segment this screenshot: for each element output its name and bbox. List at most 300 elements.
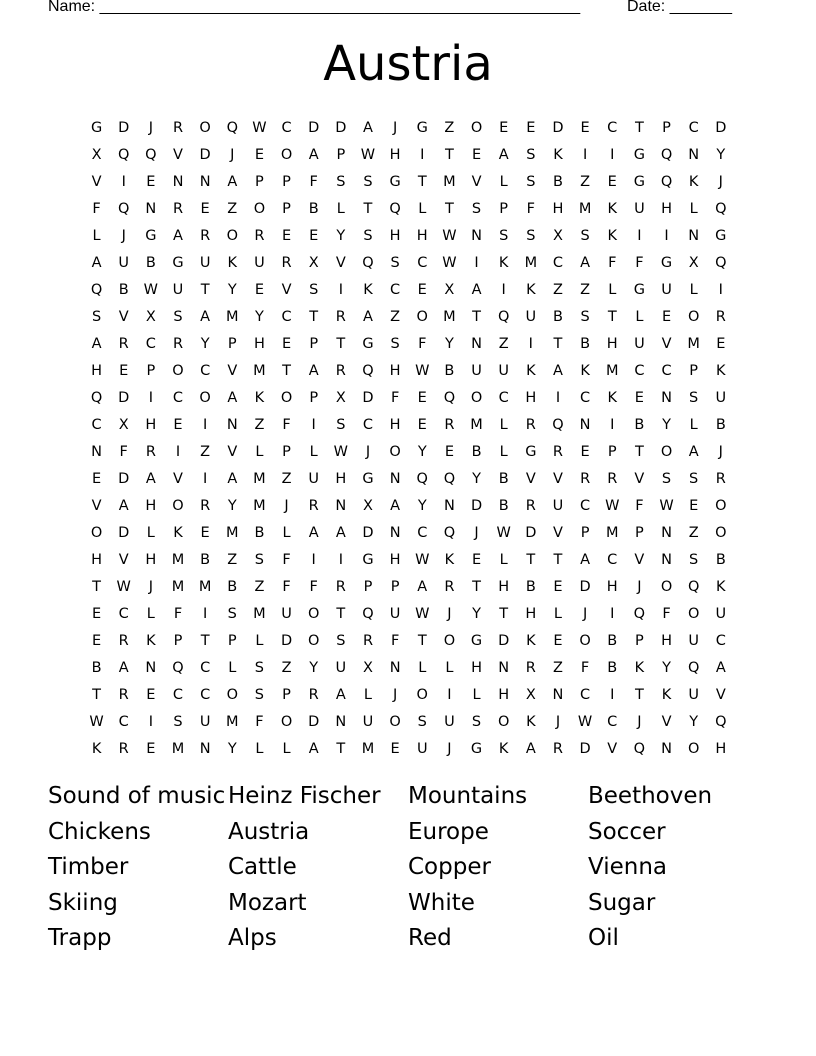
grid-letter[interactable]: U bbox=[634, 335, 645, 352]
grid-letter[interactable]: E bbox=[580, 443, 590, 460]
grid-letter[interactable]: U bbox=[715, 605, 727, 622]
grid-letter[interactable]: W bbox=[577, 713, 593, 730]
grid-letter[interactable]: D bbox=[118, 470, 130, 487]
grid-letter[interactable]: I bbox=[501, 281, 506, 298]
grid-letter[interactable]: C bbox=[281, 308, 292, 325]
grid-letter[interactable]: I bbox=[338, 281, 343, 298]
grid-letter[interactable]: Y bbox=[200, 335, 210, 352]
grid-letter[interactable]: N bbox=[688, 227, 700, 244]
grid-letter[interactable]: B bbox=[715, 416, 726, 433]
grid-letter[interactable]: Y bbox=[254, 308, 264, 325]
grid-letter[interactable]: Z bbox=[580, 281, 591, 298]
grid-letter[interactable]: P bbox=[635, 632, 644, 649]
grid-letter[interactable]: N bbox=[688, 146, 700, 163]
grid-letter[interactable]: X bbox=[444, 281, 455, 298]
grid-letter[interactable]: N bbox=[91, 443, 102, 460]
grid-letter[interactable]: A bbox=[715, 659, 726, 676]
grid-letter[interactable]: F bbox=[390, 632, 400, 649]
grid-letter[interactable]: L bbox=[472, 686, 481, 703]
grid-letter[interactable]: T bbox=[417, 632, 427, 649]
grid-letter[interactable]: N bbox=[389, 524, 401, 541]
grid-letter[interactable]: I bbox=[148, 713, 153, 730]
grid-letter[interactable]: E bbox=[471, 146, 482, 163]
grid-letter[interactable]: E bbox=[553, 632, 563, 649]
grid-letter[interactable]: T bbox=[336, 740, 346, 757]
grid-letter[interactable]: V bbox=[118, 551, 129, 568]
grid-letter[interactable]: L bbox=[255, 632, 264, 649]
grid-letter[interactable]: E bbox=[390, 740, 400, 757]
grid-letter[interactable]: S bbox=[526, 227, 536, 244]
grid-letter[interactable]: K bbox=[607, 389, 617, 406]
grid-letter[interactable]: O bbox=[280, 713, 293, 730]
grid-letter[interactable]: F bbox=[282, 551, 291, 568]
grid-letter[interactable]: L bbox=[282, 524, 291, 541]
grid-letter[interactable]: T bbox=[309, 308, 319, 325]
grid-letter[interactable]: A bbox=[308, 524, 319, 541]
grid-letter[interactable]: C bbox=[200, 362, 211, 379]
grid-letter[interactable]: K bbox=[526, 632, 536, 649]
grid-letter[interactable]: D bbox=[362, 524, 374, 541]
grid-letter[interactable]: H bbox=[661, 200, 672, 217]
grid-letter[interactable]: N bbox=[145, 200, 157, 217]
grid-letter[interactable]: T bbox=[200, 632, 210, 649]
grid-letter[interactable]: E bbox=[444, 443, 454, 460]
grid-letter[interactable]: B bbox=[444, 362, 455, 379]
grid-letter[interactable]: R bbox=[118, 632, 129, 649]
grid-letter[interactable]: Q bbox=[362, 605, 374, 622]
grid-letter[interactable]: Y bbox=[227, 740, 237, 757]
grid-letter[interactable]: E bbox=[634, 389, 644, 406]
grid-letter[interactable]: O bbox=[307, 605, 320, 622]
grid-letter[interactable]: I bbox=[528, 335, 533, 352]
grid-letter[interactable]: N bbox=[471, 335, 482, 352]
grid-letter[interactable]: K bbox=[607, 200, 617, 217]
grid-letter[interactable]: H bbox=[416, 227, 428, 244]
grid-letter[interactable]: A bbox=[553, 362, 563, 379]
grid-letter[interactable]: U bbox=[471, 362, 482, 379]
grid-letter[interactable]: A bbox=[308, 740, 319, 757]
grid-letter[interactable]: M bbox=[524, 254, 538, 271]
grid-letter[interactable]: P bbox=[336, 146, 346, 163]
grid-letter[interactable]: E bbox=[580, 119, 590, 136]
grid-letter[interactable]: U bbox=[335, 659, 347, 676]
grid-letter[interactable]: R bbox=[200, 227, 211, 244]
grid-letter[interactable]: J bbox=[718, 443, 723, 460]
grid-letter[interactable]: O bbox=[226, 227, 238, 244]
grid-letter[interactable]: E bbox=[173, 416, 183, 433]
grid-letter[interactable]: O bbox=[687, 740, 700, 757]
grid-letter[interactable]: C bbox=[200, 686, 211, 703]
grid-letter[interactable]: L bbox=[146, 524, 155, 541]
grid-letter[interactable]: B bbox=[607, 659, 618, 676]
grid-letter[interactable]: K bbox=[553, 146, 563, 163]
grid-letter[interactable]: I bbox=[610, 146, 615, 163]
grid-letter[interactable]: Z bbox=[254, 578, 265, 595]
grid-letter[interactable]: S bbox=[227, 605, 237, 622]
grid-letter[interactable]: M bbox=[198, 578, 212, 595]
grid-letter[interactable]: O bbox=[715, 497, 727, 514]
grid-letter[interactable]: A bbox=[308, 146, 319, 163]
grid-letter[interactable]: E bbox=[553, 578, 563, 595]
grid-letter[interactable]: W bbox=[659, 497, 674, 514]
grid-letter[interactable]: Z bbox=[254, 416, 265, 433]
grid-letter[interactable]: D bbox=[552, 119, 564, 136]
grid-letter[interactable]: I bbox=[555, 389, 561, 406]
grid-letter[interactable]: B bbox=[552, 308, 563, 325]
grid-letter[interactable]: U bbox=[254, 254, 265, 271]
grid-letter[interactable]: H bbox=[715, 740, 727, 757]
grid-letter[interactable]: O bbox=[199, 119, 211, 136]
grid-letter[interactable]: S bbox=[526, 173, 536, 190]
grid-letter[interactable]: I bbox=[311, 416, 316, 433]
grid-letter[interactable]: G bbox=[633, 173, 645, 190]
grid-letter[interactable]: O bbox=[280, 389, 293, 406]
grid-letter[interactable]: G bbox=[389, 173, 401, 190]
grid-letter[interactable]: R bbox=[172, 335, 184, 352]
grid-letter[interactable]: F bbox=[255, 713, 264, 730]
grid-letter[interactable]: X bbox=[118, 416, 129, 433]
grid-letter[interactable]: O bbox=[687, 605, 700, 622]
grid-letter[interactable]: N bbox=[661, 389, 672, 406]
grid-letter[interactable]: B bbox=[200, 551, 211, 568]
grid-letter[interactable]: R bbox=[254, 227, 265, 244]
grid-letter[interactable]: Q bbox=[362, 254, 374, 271]
grid-letter[interactable]: M bbox=[226, 308, 239, 325]
grid-letter[interactable]: D bbox=[525, 524, 537, 541]
grid-letter[interactable]: N bbox=[199, 173, 211, 190]
grid-letter[interactable]: Q bbox=[660, 146, 673, 163]
grid-letter[interactable]: E bbox=[281, 227, 292, 244]
grid-letter[interactable]: L bbox=[255, 443, 264, 460]
grid-letter[interactable]: P bbox=[635, 524, 644, 541]
grid-letter[interactable]: V bbox=[607, 740, 618, 757]
grid-letter[interactable]: O bbox=[416, 308, 428, 325]
grid-letter[interactable]: M bbox=[605, 524, 619, 541]
grid-letter[interactable]: B bbox=[91, 659, 102, 676]
grid-letter[interactable]: J bbox=[365, 443, 371, 460]
grid-letter[interactable]: V bbox=[173, 146, 183, 163]
grid-letter[interactable]: R bbox=[362, 632, 374, 649]
grid-letter[interactable]: D bbox=[470, 497, 483, 514]
grid-letter[interactable]: L bbox=[363, 686, 373, 703]
grid-letter[interactable]: K bbox=[580, 362, 590, 379]
grid-letter[interactable]: I bbox=[175, 443, 181, 460]
grid-letter[interactable]: T bbox=[200, 281, 210, 298]
grid-letter[interactable]: L bbox=[499, 551, 508, 568]
grid-letter[interactable]: T bbox=[444, 200, 454, 217]
grid-letter[interactable]: N bbox=[661, 524, 672, 541]
grid-letter[interactable]: L bbox=[146, 605, 155, 622]
grid-letter[interactable]: P bbox=[309, 335, 319, 352]
grid-letter[interactable]: R bbox=[552, 443, 563, 460]
grid-letter[interactable]: B bbox=[471, 443, 482, 460]
grid-letter[interactable]: H bbox=[525, 389, 537, 406]
grid-letter[interactable]: H bbox=[498, 686, 510, 703]
grid-letter[interactable]: R bbox=[607, 470, 618, 487]
grid-letter[interactable]: O bbox=[416, 686, 428, 703]
grid-letter[interactable]: A bbox=[227, 389, 238, 406]
grid-letter[interactable]: L bbox=[445, 659, 454, 676]
grid-letter[interactable]: M bbox=[253, 470, 266, 487]
grid-letter[interactable]: Z bbox=[227, 200, 238, 217]
grid-letter[interactable]: S bbox=[661, 470, 672, 487]
grid-letter[interactable]: P bbox=[282, 173, 291, 190]
grid-letter[interactable]: C bbox=[172, 389, 184, 406]
grid-letter[interactable]: B bbox=[607, 632, 618, 649]
grid-letter[interactable]: K bbox=[607, 227, 617, 244]
grid-letter[interactable]: L bbox=[689, 416, 698, 433]
grid-letter[interactable]: U bbox=[444, 713, 455, 730]
grid-letter[interactable]: W bbox=[252, 119, 267, 136]
grid-letter[interactable]: I bbox=[311, 551, 316, 568]
grid-letter[interactable]: E bbox=[281, 335, 292, 352]
grid-letter[interactable]: K bbox=[661, 686, 672, 703]
grid-letter[interactable]: U bbox=[715, 389, 727, 406]
grid-letter[interactable]: M bbox=[226, 713, 239, 730]
grid-letter[interactable]: E bbox=[417, 389, 427, 406]
grid-letter[interactable]: M bbox=[253, 497, 266, 514]
grid-letter[interactable]: Q bbox=[633, 605, 646, 622]
grid-letter[interactable]: T bbox=[417, 173, 427, 190]
grid-letter[interactable]: D bbox=[118, 524, 130, 541]
grid-letter[interactable]: R bbox=[172, 119, 184, 136]
grid-letter[interactable]: N bbox=[199, 740, 211, 757]
grid-letter[interactable]: Y bbox=[309, 659, 319, 676]
grid-letter[interactable]: N bbox=[498, 659, 510, 676]
grid-letter[interactable]: P bbox=[499, 200, 509, 217]
grid-letter[interactable]: N bbox=[145, 659, 157, 676]
grid-letter[interactable]: O bbox=[172, 362, 184, 379]
grid-letter[interactable]: U bbox=[362, 713, 374, 730]
grid-letter[interactable]: H bbox=[389, 227, 401, 244]
grid-letter[interactable]: I bbox=[202, 605, 208, 622]
grid-letter[interactable]: W bbox=[496, 524, 511, 541]
grid-letter[interactable]: A bbox=[91, 254, 102, 271]
grid-letter[interactable]: G bbox=[633, 146, 645, 163]
grid-letter[interactable]: N bbox=[389, 470, 401, 487]
grid-letter[interactable]: M bbox=[443, 308, 456, 325]
grid-letter[interactable]: P bbox=[282, 686, 291, 703]
grid-letter[interactable]: V bbox=[634, 551, 645, 568]
grid-letter[interactable]: P bbox=[282, 200, 291, 217]
grid-letter[interactable]: A bbox=[308, 362, 319, 379]
grid-letter[interactable]: Q bbox=[660, 173, 673, 190]
grid-letter[interactable]: S bbox=[499, 227, 509, 244]
grid-letter[interactable]: A bbox=[335, 686, 346, 703]
grid-letter[interactable]: O bbox=[470, 389, 483, 406]
grid-letter[interactable]: F bbox=[608, 254, 617, 271]
grid-letter[interactable]: R bbox=[335, 362, 346, 379]
grid-letter[interactable]: N bbox=[471, 227, 482, 244]
grid-letter[interactable]: I bbox=[202, 470, 208, 487]
grid-letter[interactable]: S bbox=[390, 335, 400, 352]
grid-letter[interactable]: Q bbox=[362, 362, 374, 379]
grid-letter[interactable]: I bbox=[121, 173, 126, 190]
grid-letter[interactable]: A bbox=[471, 281, 482, 298]
grid-letter[interactable]: C bbox=[91, 416, 102, 433]
grid-letter[interactable]: F bbox=[635, 254, 644, 271]
grid-letter[interactable]: I bbox=[610, 416, 615, 433]
grid-letter[interactable]: K bbox=[634, 659, 645, 676]
grid-letter[interactable]: W bbox=[415, 362, 430, 379]
grid-letter[interactable]: K bbox=[526, 362, 536, 379]
grid-letter[interactable]: A bbox=[688, 443, 699, 460]
grid-letter[interactable]: B bbox=[715, 551, 726, 568]
grid-letter[interactable]: W bbox=[415, 551, 430, 568]
grid-letter[interactable]: K bbox=[91, 740, 102, 757]
grid-letter[interactable]: O bbox=[253, 200, 266, 217]
grid-letter[interactable]: V bbox=[227, 362, 238, 379]
grid-letter[interactable]: I bbox=[718, 281, 723, 298]
grid-letter[interactable]: N bbox=[579, 416, 591, 433]
grid-letter[interactable]: T bbox=[472, 578, 481, 595]
grid-letter[interactable]: U bbox=[308, 470, 319, 487]
grid-letter[interactable]: G bbox=[470, 740, 483, 757]
grid-letter[interactable]: F bbox=[119, 443, 128, 460]
grid-letter[interactable]: J bbox=[474, 524, 479, 541]
grid-letter[interactable]: V bbox=[335, 254, 346, 271]
grid-letter[interactable]: K bbox=[146, 632, 156, 649]
grid-letter[interactable]: V bbox=[91, 173, 102, 190]
grid-letter[interactable]: E bbox=[309, 227, 319, 244]
grid-letter[interactable]: H bbox=[389, 416, 401, 433]
grid-letter[interactable]: E bbox=[146, 686, 156, 703]
grid-letter[interactable]: S bbox=[689, 551, 699, 568]
grid-letter[interactable]: K bbox=[363, 281, 373, 298]
grid-letter[interactable]: Z bbox=[552, 659, 563, 676]
grid-letter[interactable]: N bbox=[443, 497, 455, 514]
grid-letter[interactable]: B bbox=[118, 281, 129, 298]
grid-letter[interactable]: E bbox=[417, 281, 427, 298]
grid-letter[interactable]: L bbox=[499, 173, 508, 190]
grid-letter[interactable]: Q bbox=[715, 254, 727, 271]
grid-letter[interactable]: F bbox=[390, 389, 400, 406]
grid-letter[interactable]: S bbox=[336, 416, 346, 433]
grid-letter[interactable]: D bbox=[579, 578, 591, 595]
grid-letter[interactable]: S bbox=[254, 659, 265, 676]
grid-letter[interactable]: S bbox=[336, 173, 346, 190]
grid-letter[interactable]: A bbox=[227, 470, 238, 487]
grid-letter[interactable]: T bbox=[472, 308, 481, 325]
grid-letter[interactable]: N bbox=[389, 659, 401, 676]
grid-letter[interactable]: E bbox=[417, 416, 427, 433]
grid-letter[interactable]: E bbox=[146, 740, 156, 757]
grid-letter[interactable]: C bbox=[362, 416, 374, 433]
grid-letter[interactable]: C bbox=[580, 389, 591, 406]
grid-letter[interactable]: Q bbox=[118, 146, 130, 163]
grid-letter[interactable]: A bbox=[363, 119, 373, 136]
grid-letter[interactable]: Z bbox=[444, 119, 455, 136]
grid-letter[interactable]: L bbox=[689, 200, 698, 217]
grid-letter[interactable]: K bbox=[498, 254, 509, 271]
grid-letter[interactable]: C bbox=[145, 335, 156, 352]
grid-letter[interactable]: S bbox=[390, 254, 400, 271]
grid-letter[interactable]: U bbox=[552, 497, 564, 514]
grid-letter[interactable]: R bbox=[525, 659, 536, 676]
grid-letter[interactable]: O bbox=[280, 146, 293, 163]
grid-letter[interactable]: E bbox=[200, 200, 210, 217]
grid-letter[interactable]: H bbox=[606, 578, 618, 595]
grid-letter[interactable]: C bbox=[552, 254, 564, 271]
grid-letter[interactable]: H bbox=[335, 470, 347, 487]
grid-letter[interactable]: F bbox=[173, 605, 183, 622]
grid-letter[interactable]: S bbox=[309, 281, 319, 298]
grid-letter[interactable]: Z bbox=[281, 659, 292, 676]
grid-letter[interactable]: D bbox=[715, 119, 727, 136]
grid-letter[interactable]: D bbox=[308, 713, 320, 730]
grid-letter[interactable]: S bbox=[254, 551, 265, 568]
grid-letter[interactable]: A bbox=[91, 335, 102, 352]
grid-letter[interactable]: Q bbox=[416, 470, 428, 487]
grid-letter[interactable]: X bbox=[145, 308, 156, 325]
grid-letter[interactable]: I bbox=[582, 146, 588, 163]
grid-letter[interactable]: I bbox=[420, 146, 425, 163]
grid-letter[interactable]: C bbox=[498, 389, 509, 406]
grid-letter[interactable]: V bbox=[715, 686, 726, 703]
grid-letter[interactable]: J bbox=[555, 713, 561, 730]
grid-letter[interactable]: A bbox=[118, 497, 129, 514]
grid-letter[interactable]: P bbox=[309, 389, 319, 406]
grid-letter[interactable]: J bbox=[718, 173, 723, 190]
grid-letter[interactable]: H bbox=[389, 146, 401, 163]
grid-letter[interactable]: J bbox=[121, 227, 126, 244]
grid-letter[interactable]: G bbox=[525, 443, 537, 460]
grid-letter[interactable]: R bbox=[200, 497, 211, 514]
grid-letter[interactable]: D bbox=[579, 740, 591, 757]
grid-letter[interactable]: R bbox=[308, 497, 319, 514]
grid-letter[interactable]: S bbox=[580, 227, 590, 244]
grid-letter[interactable]: L bbox=[92, 227, 101, 244]
grid-letter[interactable]: V bbox=[173, 470, 183, 487]
grid-letter[interactable]: Q bbox=[497, 308, 510, 325]
grid-letter[interactable]: T bbox=[526, 551, 536, 568]
grid-letter[interactable]: S bbox=[173, 713, 183, 730]
grid-letter[interactable]: C bbox=[688, 119, 699, 136]
grid-letter[interactable]: R bbox=[580, 470, 591, 487]
grid-letter[interactable]: H bbox=[253, 335, 265, 352]
grid-letter[interactable]: O bbox=[687, 308, 700, 325]
grid-letter[interactable]: M bbox=[253, 362, 266, 379]
grid-letter[interactable]: S bbox=[580, 308, 590, 325]
grid-letter[interactable]: T bbox=[92, 686, 101, 703]
grid-letter[interactable]: N bbox=[335, 497, 347, 514]
grid-letter[interactable]: V bbox=[553, 470, 563, 487]
grid-letter[interactable]: J bbox=[284, 497, 289, 514]
grid-letter[interactable]: S bbox=[254, 686, 265, 703]
grid-letter[interactable]: K bbox=[498, 740, 509, 757]
grid-letter[interactable]: R bbox=[145, 443, 156, 460]
grid-letter[interactable]: W bbox=[442, 254, 457, 271]
grid-letter[interactable]: A bbox=[580, 254, 591, 271]
grid-letter[interactable]: U bbox=[525, 308, 537, 325]
grid-letter[interactable]: M bbox=[171, 578, 185, 595]
grid-letter[interactable]: T bbox=[634, 119, 644, 136]
grid-letter[interactable]: Z bbox=[688, 524, 699, 541]
grid-letter[interactable]: Q bbox=[145, 146, 157, 163]
grid-letter[interactable]: N bbox=[335, 713, 347, 730]
grid-letter[interactable]: C bbox=[417, 254, 428, 271]
grid-letter[interactable]: J bbox=[637, 578, 642, 595]
grid-letter[interactable]: Y bbox=[689, 713, 699, 730]
grid-letter[interactable]: R bbox=[308, 686, 319, 703]
grid-letter[interactable]: K bbox=[173, 524, 183, 541]
grid-letter[interactable]: K bbox=[716, 578, 726, 595]
grid-letter[interactable]: X bbox=[363, 659, 373, 676]
grid-letter[interactable]: H bbox=[389, 362, 401, 379]
grid-letter[interactable]: Q bbox=[90, 389, 103, 406]
grid-letter[interactable]: R bbox=[525, 416, 536, 433]
grid-letter[interactable]: A bbox=[118, 659, 129, 676]
